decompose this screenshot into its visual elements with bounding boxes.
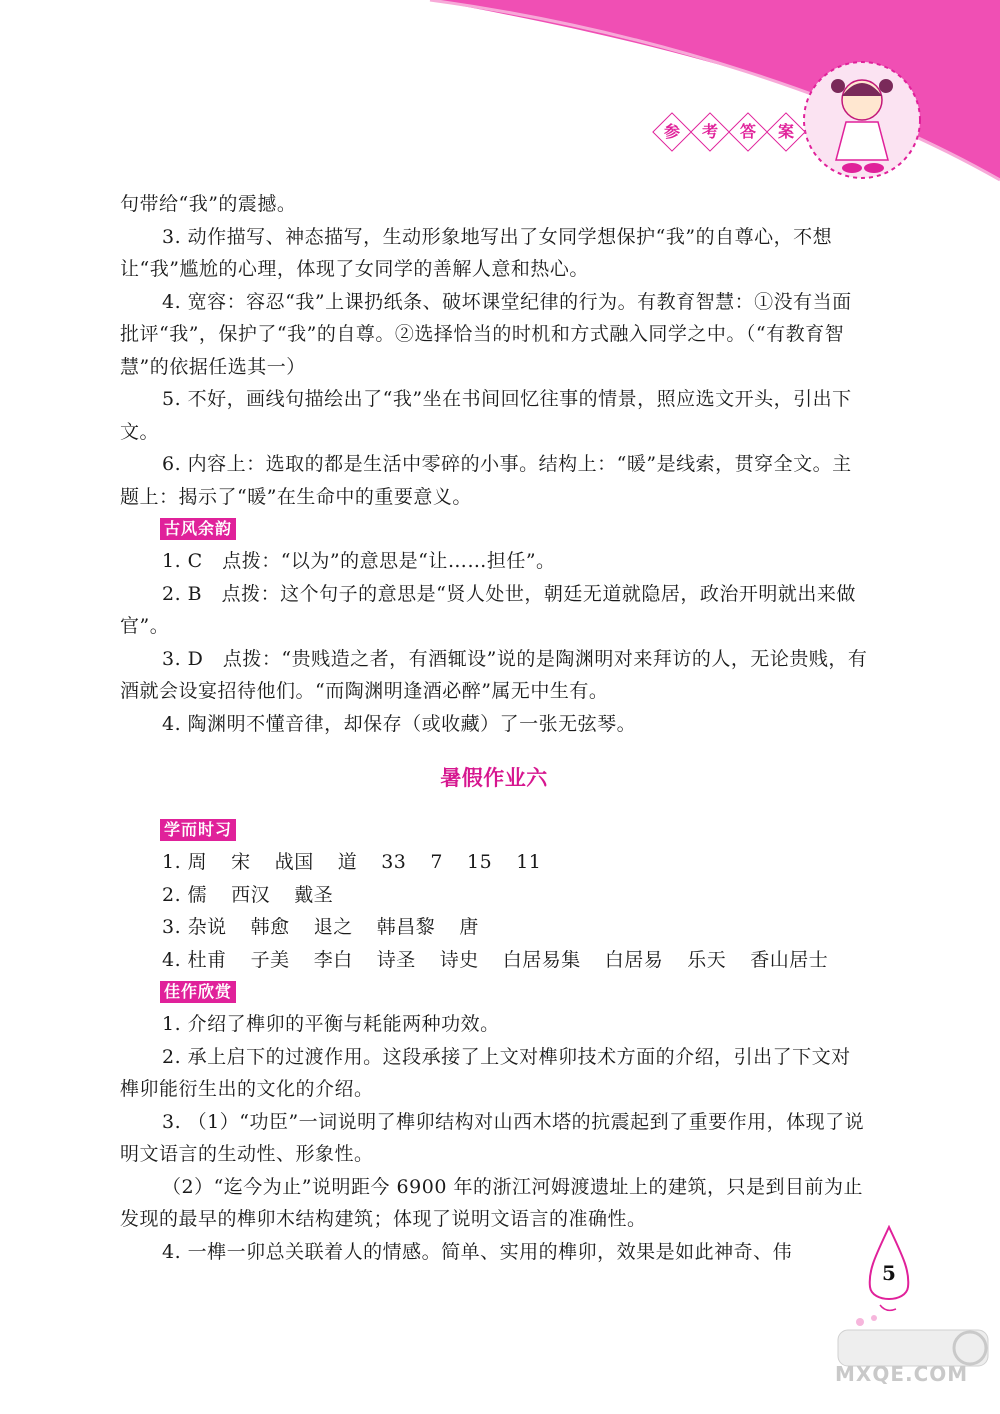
answer-item: （2）“迄今为止”说明距今 6900 年的浙江河姆渡遗址上的建筑，只是到目前为止发现的最早的榫卯木结构建筑；体现了说明文语言的准确性。: [120, 1175, 863, 1230]
label-char: 案: [777, 121, 795, 141]
answer-item: 3. 杂说 韩愈 退之 韩昌黎 唐: [162, 916, 479, 938]
section-tag: 学而时习: [160, 819, 236, 841]
section-tag: 古风余韵: [160, 518, 236, 540]
answer-item: 1. C 点拨：“以为”的意思是“让……担任”。: [162, 550, 556, 572]
label-char: 答: [739, 121, 757, 141]
answer-item: 3. D 点拨：“贵贱造之者，有酒辄设”说的是陶渊明对来拜访的人，无论贵贱，有酒就会设宴招待他们。“而陶渊明逢酒必醉”属无中生有。: [120, 647, 868, 702]
answer-item: 2. 儒 西汉 戴圣: [162, 883, 334, 906]
page-number: 5: [882, 1261, 896, 1285]
answer-item: 6. 内容上：选取的都是生活中零碎的小事。结构上：“暖”是线索，贯穿全文。主题上：揭示了“暖”在生命中的重要意义。: [120, 453, 852, 508]
answer-continuation: 句带给“我”的震撼。: [120, 193, 297, 215]
answer-item: 5. 不好，画线句描绘出了“我”坐在书间回忆往事的情景，照应选文开头，引出下文。: [120, 388, 852, 443]
label-char: 参: [663, 121, 681, 141]
answer-item: 2. 承上启下的过渡作用。这段承接了上文对榫卯技术方面的介绍，引出了下文对榫卯能衍生出的文化的介绍。: [120, 1045, 851, 1100]
answer-item: 1. 介绍了榫卯的平衡与耗能两种功效。: [162, 1013, 500, 1035]
answer-item: 3. （1）“功臣”一词说明了榫卯结构对山西木塔的抗震起到了重要作用，体现了说明文语言的生动性、形象性。: [120, 1110, 865, 1165]
answer-item: 4. 陶渊明不懂音律，却保存（或收藏）了一张无弦琴。: [162, 712, 637, 735]
page-number-badge: [866, 1225, 912, 1315]
section-tag: 佳作欣赏: [160, 981, 236, 1003]
answer-content: [120, 188, 868, 1268]
watermark-text: MXQE.COM: [835, 1362, 969, 1386]
answer-item: 3. 动作描写、神态描写，生动形象地写出了女同学想保护“我”的自尊心，不想让“我”尴尬的心理，体现了女同学的善解人意和热心。: [120, 225, 833, 280]
answer-item: 4. 宽容：容忍“我”上课扔纸条、破坏课堂纪律的行为。有教育智慧：①没有当面批评“我”，保护了“我”的自尊。②选择恰当的时机和方式融入同学之中。（“有教育智慧”的依据任选其一）: [120, 290, 852, 378]
answer-item: 4. 一榫一卯总关联着人的情感。简单、实用的榫卯，效果是如此神奇、伟: [162, 1240, 793, 1263]
answer-item: 2. B 点拨：这个句子的意思是“贤人处世，朝廷无道就隐居，政治开明就出来做官”。: [120, 582, 856, 637]
answer-item: 4. 杜甫 子美 李白 诗圣 诗史 白居易集 白居易 乐天 香山居士: [162, 948, 829, 971]
reference-answer-label: [655, 118, 803, 148]
section-title: 暑假作业六: [440, 765, 548, 790]
answer-item: 1. 周 宋 战国 道 33 7 15 11: [162, 851, 542, 873]
label-char: 考: [701, 121, 719, 141]
